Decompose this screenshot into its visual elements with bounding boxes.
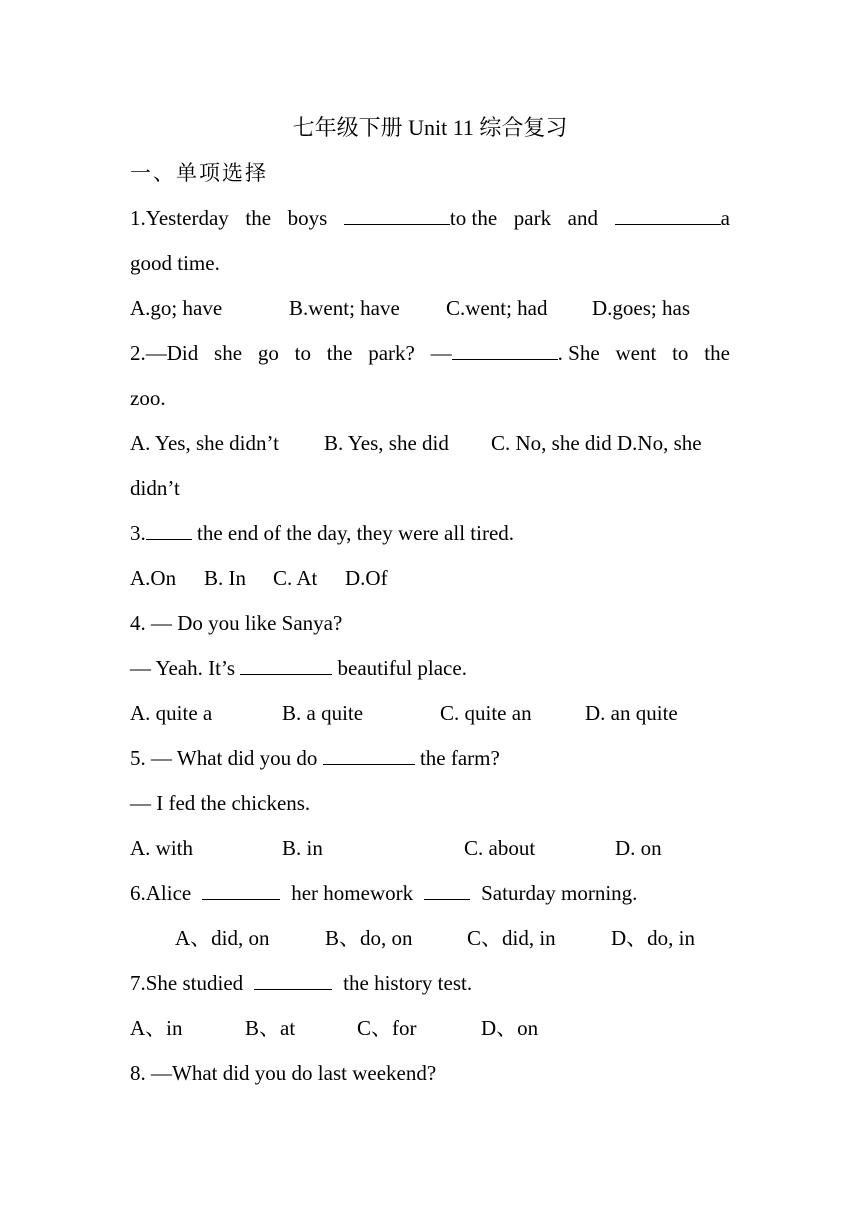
option-c: C. At [273, 566, 318, 590]
option-b: B. Yes, she did [324, 431, 449, 455]
option-b: B. In [204, 566, 246, 590]
question-8-stem: 8. —What did you do last weekend? [130, 1061, 437, 1085]
answer-blank[interactable] [424, 881, 470, 900]
option-c-d: C. No, she did D.No, she [491, 431, 702, 455]
option-d: D. an quite [585, 701, 678, 725]
option-b: B. in [282, 836, 323, 860]
option-c: C、for [357, 1016, 417, 1040]
option-c: C.went; had [446, 296, 548, 320]
question-2-line-4: didn’t [130, 476, 180, 500]
question-6-stem: 6.Alice her homework Saturday morning. [130, 881, 638, 905]
option-a: A、in [130, 1016, 183, 1040]
option-d: D、on [481, 1016, 539, 1040]
question-4-dialogue: — Yeah. It’s beautiful place. [130, 656, 467, 680]
page-title: 七年级下册 Unit 11 综合复习 [292, 115, 568, 140]
question-5-dialogue: — I fed the chickens. [130, 791, 311, 815]
option-d: D. on [615, 836, 662, 860]
option-a: A、did, on [175, 926, 270, 950]
option-d: D.Of [345, 566, 388, 590]
answer-blank[interactable] [202, 881, 280, 900]
option-a: A. with [130, 836, 193, 860]
option-a: A. Yes, she didn’t [130, 431, 279, 455]
answer-blank[interactable] [146, 521, 192, 540]
answer-blank[interactable] [615, 206, 721, 225]
option-b: B. a quite [282, 701, 364, 725]
question-5-stem: 5. — What did you do the farm? [130, 746, 500, 770]
section-heading: 一、单项选择 [130, 161, 268, 185]
question-3-stem: 3. the end of the day, they were all tired. [130, 521, 515, 545]
answer-blank[interactable] [323, 746, 415, 765]
option-b: B、do, on [325, 926, 413, 950]
question-7-stem: 7.She studied the history test. [130, 971, 473, 995]
question-2-line-1: 2.—Did she go to the park? — . She went to the [130, 341, 730, 365]
answer-blank[interactable] [240, 656, 332, 675]
question-4-stem: 4. — Do you like Sanya? [130, 611, 343, 635]
option-d: D、do, in [611, 926, 695, 950]
question-2-line-2: zoo. [130, 386, 166, 410]
option-a: A. quite a [130, 701, 213, 725]
option-c: C. about [464, 836, 536, 860]
option-b: B、at [245, 1016, 296, 1040]
answer-blank[interactable] [344, 206, 450, 225]
option-c: C、did, in [467, 926, 556, 950]
option-b: B.went; have [289, 296, 400, 320]
option-a: A.On [130, 566, 177, 590]
question-1-line-2: good time. [130, 251, 220, 275]
answer-blank[interactable] [452, 341, 558, 360]
option-c: C. quite an [440, 701, 532, 725]
question-1-line-1: 1.Yesterday the boys to the park and a [130, 206, 730, 230]
option-d: D.goes; has [592, 296, 690, 320]
option-a: A.go; have [130, 296, 223, 320]
answer-blank[interactable] [254, 971, 332, 990]
